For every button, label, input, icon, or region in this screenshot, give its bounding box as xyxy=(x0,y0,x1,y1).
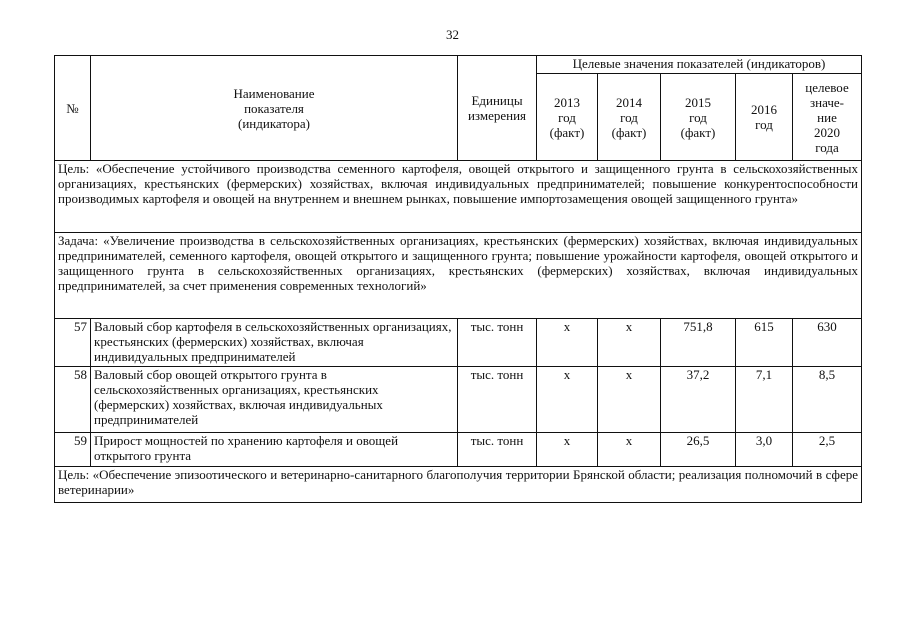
row-number: 59 xyxy=(55,433,91,467)
header-year-2016: 2016 год xyxy=(736,74,793,161)
row-indicator-name: Прирост мощностей по хранению картофеля и овощей открытого грунта xyxy=(91,433,458,467)
row-value-2015: 26,5 xyxy=(661,433,736,467)
row-value-2016: 3,0 xyxy=(736,433,793,467)
row-indicator-name: Валовый сбор картофеля в сельскохозяйственных организациях, крестьянских (фермерских) хозяйствах, включая индивидуальных предпринимателей xyxy=(91,319,458,367)
row-value-2015: 37,2 xyxy=(661,367,736,433)
row-value-2016: 615 xyxy=(736,319,793,367)
header-indicator-name: Наименование показателя (индикатора) xyxy=(91,56,458,161)
row-indicator-name: Валовый сбор овощей открытого грунта в сельскохозяйственных организациях, крестьянских (фермерских) хозяйствах, включая индивидуальных предпринимателей xyxy=(91,367,458,433)
table-row xyxy=(55,367,862,433)
row-value-2014: х xyxy=(598,433,661,467)
header-target-values: Целевые значения показателей (индикаторов) xyxy=(537,56,862,74)
header-target-2020: целевое значе- ние 2020 года xyxy=(793,74,862,161)
header-number: № xyxy=(55,56,91,161)
page-number: 32 xyxy=(446,27,459,42)
row-unit: тыс. тонн xyxy=(458,433,537,467)
row-unit: тыс. тонн xyxy=(458,319,537,367)
row-number: 58 xyxy=(55,367,91,433)
indicators-table xyxy=(54,55,862,503)
row-value-2016: 7,1 xyxy=(736,367,793,433)
table-row xyxy=(55,433,862,467)
task-row: Задача: «Увеличение производства в сельскохозяйственных организациях, крестьянских (фермерских) хозяйствах, включая индивидуальных предпринимателей, семенного картофеля, овощей открытого и защищенного грунта; повышение урожайности картофеля, овощей открытого и защищенного грунта в сельскохозяйственных организациях, крестьянских (фермерских) хозяйствах, включая индивидуальных предпринимателей, за счет применения современных технологий» xyxy=(55,233,862,319)
goal-row: Цель: «Обеспечение устойчивого производства семенного картофеля, овощей открытого и защищенного грунта в сельскохозяйственных организациях, крестьянских (фермерских) хозяйствах, включая индивидуальных предпринимателей; повышение конкурентоспособности производимых картофеля и овощей на внутреннем и внешнем рынках, повышение импортозамещения овощей защищенного грунта» xyxy=(55,161,862,233)
row-value-2020: 8,5 xyxy=(793,367,862,433)
row-value-2014: х xyxy=(598,319,661,367)
row-value-2020: 630 xyxy=(793,319,862,367)
header-year-2013: 2013 год (факт) xyxy=(537,74,598,161)
row-value-2013: х xyxy=(537,367,598,433)
row-value-2013: х xyxy=(537,319,598,367)
row-value-2014: х xyxy=(598,367,661,433)
header-year-2015: 2015 год (факт) xyxy=(661,74,736,161)
row-number: 57 xyxy=(55,319,91,367)
row-value-2013: х xyxy=(537,433,598,467)
goal-row-veterinary: Цель: «Обеспечение эпизоотического и ветеринарно-санитарного благополучия территории Брянской области; реализация полномочий в сфере ветеринарии» xyxy=(55,467,862,503)
header-unit: Единицы измерения xyxy=(458,56,537,161)
table-row xyxy=(55,319,862,367)
row-value-2020: 2,5 xyxy=(793,433,862,467)
row-unit: тыс. тонн xyxy=(458,367,537,433)
header-year-2014: 2014 год (факт) xyxy=(598,74,661,161)
row-value-2015: 751,8 xyxy=(661,319,736,367)
